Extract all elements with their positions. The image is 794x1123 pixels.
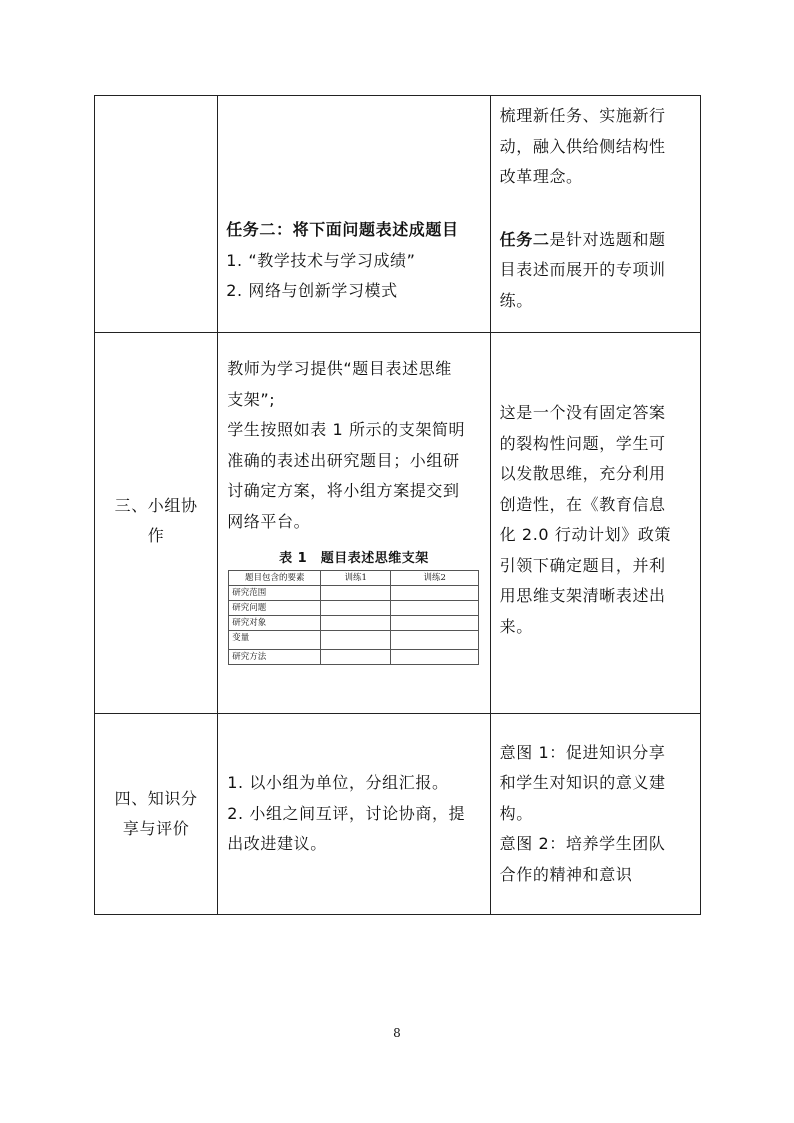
intent-line: 化 2.0 行动计划》政策 — [499, 525, 672, 544]
mini-table-cell: 研究问题 — [229, 601, 321, 616]
mini-table-cell — [391, 601, 479, 616]
intent-line: 练。 — [499, 290, 533, 310]
intent-line: 来。 — [499, 616, 533, 636]
mini-table-row — [229, 616, 479, 631]
stage-label-line: 四、知识分 — [114, 788, 198, 808]
intent-bold-label: 任务二 — [499, 229, 550, 249]
mini-table-cell — [321, 586, 391, 601]
mini-table-cell — [321, 650, 391, 665]
mini-table-cell — [391, 631, 479, 650]
task-item: 2. 网络与创新学习模式 — [226, 281, 398, 300]
mini-table-cell — [391, 616, 479, 631]
intent-line: 引领下确定题目，并利 — [499, 555, 666, 575]
intent-cell — [490, 96, 700, 333]
mini-table-cell: 研究范围 — [229, 586, 321, 601]
mini-table-cell: 变量 — [229, 631, 321, 650]
intent-line: 梳理新任务、实施新行 — [499, 106, 666, 125]
intent-line: 合作的精神和意识 — [499, 864, 633, 884]
activity-cell — [218, 333, 490, 714]
stage-cell — [95, 333, 218, 714]
intent-line: 这是一个没有固定答案 — [499, 403, 666, 422]
mini-table-row — [229, 601, 479, 616]
activity-line: 准确的表述出研究题目；小组研 — [227, 450, 460, 470]
intent-line-rest: 是针对选题和题 — [549, 229, 666, 249]
page-number: 8 — [393, 1026, 401, 1040]
activity-line: 1. 以小组为单位，分组汇报。 — [227, 773, 449, 793]
intent-line: 以发散思维，充分利用 — [499, 464, 666, 483]
intent-line: 的裂构性问题，学生可 — [499, 433, 666, 453]
activity-cell — [218, 714, 490, 915]
intent-line: 改革理念。 — [499, 167, 583, 186]
intent-line: 目表述而展开的专项训 — [499, 260, 666, 279]
stage-cell — [95, 96, 218, 333]
intent-line: 用思维支架清晰表述出 — [499, 586, 666, 605]
mini-table-cell — [391, 586, 479, 601]
table-row — [95, 96, 701, 333]
activity-line: 出改进建议。 — [227, 834, 327, 854]
table-row — [95, 714, 701, 915]
intent-line: 意图 1：促进知识分享 — [499, 742, 666, 762]
mini-table-row — [229, 631, 479, 650]
lesson-plan-table — [94, 95, 701, 915]
activity-line: 学生按照如表 1 所示的支架简明 — [227, 420, 466, 439]
intent-line — [500, 225, 692, 256]
mini-table-cell — [321, 601, 391, 616]
mini-table-row — [229, 650, 479, 665]
activity-line: 教师为学习提供“题目表述思维 — [227, 359, 452, 378]
mini-table-header: 训练2 — [391, 571, 479, 586]
intent-cell — [490, 714, 700, 915]
activity-cell — [218, 96, 490, 333]
intent-line: 动，融入供给侧结构性 — [499, 136, 666, 156]
intent-line: 和学生对知识的意义建 — [499, 773, 666, 793]
stage-label-line: 作 — [147, 526, 165, 545]
intent-cell — [490, 333, 700, 714]
intent-line: 创造性，在《教育信息 — [499, 494, 666, 514]
mini-table-cell: 研究对象 — [229, 616, 321, 631]
stage-label-line: 三、小组协 — [114, 495, 198, 515]
task-heading: 任务二：将下面问题表述成题目 — [226, 220, 459, 239]
mini-table-header: 题目包含的要素 — [229, 571, 321, 586]
task-item: 1. “教学技术与学习成绩” — [226, 250, 416, 270]
intent-line: 意图 2：培养学生团队 — [499, 834, 666, 854]
intent-line: 构。 — [499, 803, 533, 823]
stage-label-line: 享与评价 — [122, 819, 190, 838]
mini-table-cell — [391, 650, 479, 665]
table-row — [95, 333, 701, 714]
mini-table-row — [229, 586, 479, 601]
activity-line: 网络平台。 — [227, 511, 311, 531]
activity-line: 支架”; — [227, 389, 276, 409]
mini-table-cell: 研究方法 — [229, 650, 321, 665]
mini-table-header: 训练1 — [321, 571, 391, 586]
mini-table-cell — [321, 616, 391, 631]
mini-table-cell — [321, 631, 391, 650]
thinking-scaffold-table — [228, 570, 479, 665]
activity-line: 2. 小组之间互评，讨论协商，提 — [227, 803, 466, 823]
activity-line: 讨确定方案，将小组方案提交到 — [227, 481, 460, 500]
mini-table-title: 表 1 题目表述思维支架 — [279, 551, 429, 566]
stage-cell — [95, 714, 218, 915]
